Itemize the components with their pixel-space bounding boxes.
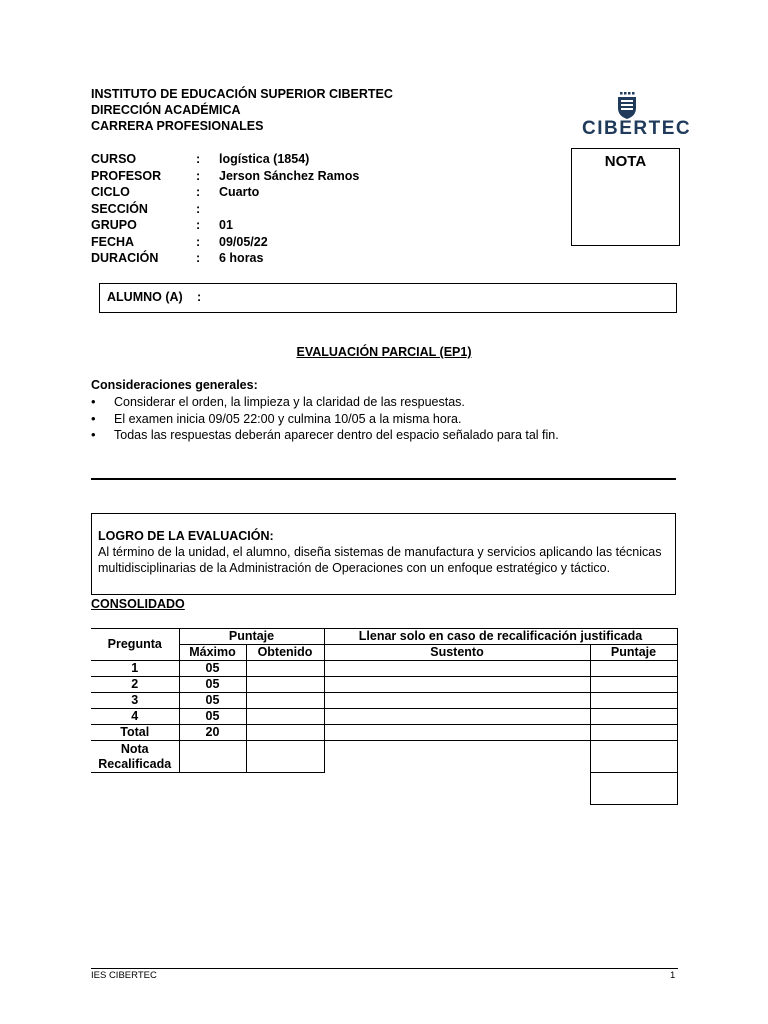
divider	[91, 478, 676, 480]
cell-maximo: 05	[179, 693, 246, 709]
list-item: • Considerar el orden, la limpieza y la claridad de las respuestas.	[91, 394, 691, 411]
cibertec-shield-icon	[610, 92, 644, 120]
cell-obtenido[interactable]	[246, 709, 324, 725]
cibertec-logo-text: CIBERTEC	[582, 118, 692, 139]
table-row	[91, 661, 677, 677]
cell-puntaje[interactable]	[590, 661, 677, 677]
career-name: CARRERA PROFESIONALES	[91, 119, 264, 133]
cell-maximo: 05	[179, 709, 246, 725]
header-recalificacion: Llenar solo en caso de recalificación justificada	[324, 629, 677, 645]
table-row	[91, 693, 677, 709]
cell-puntaje[interactable]	[590, 709, 677, 725]
exam-title: EVALUACIÓN PARCIAL (EP1)	[296, 345, 472, 359]
cell-pregunta: 2	[91, 677, 179, 693]
cell-sustento[interactable]	[324, 725, 590, 741]
academic-direction: DIRECCIÓN ACADÉMICA	[91, 103, 241, 117]
alumno-colon: :	[197, 290, 202, 304]
cell-obtenido[interactable]	[246, 693, 324, 709]
table-row	[91, 709, 677, 725]
cell-sustento[interactable]	[324, 661, 590, 677]
footer-page-number: 1	[670, 970, 676, 981]
footer-divider	[91, 968, 678, 969]
nota-box[interactable]	[571, 148, 680, 246]
header-puntaje: Puntaje	[179, 629, 324, 645]
cell-sustento[interactable]	[324, 693, 590, 709]
header-pregunta: Pregunta	[91, 629, 179, 661]
table-header-row	[91, 629, 677, 645]
cell-empty	[324, 741, 590, 773]
cell-nota-maximo[interactable]	[179, 741, 246, 773]
table-row-final	[91, 773, 677, 805]
cell-puntaje[interactable]	[590, 693, 677, 709]
list-item: • Todas las respuestas deberán aparecer dentro del espacio señalado para tal fin.	[91, 427, 691, 444]
cell-puntaje[interactable]	[590, 725, 677, 741]
cell-pregunta: 4	[91, 709, 179, 725]
cell-puntaje[interactable]	[590, 677, 677, 693]
consolidado-title: CONSOLIDADO	[91, 597, 185, 611]
cell-pregunta: 3	[91, 693, 179, 709]
logro-title: LOGRO DE LA EVALUACIÓN:	[98, 529, 274, 543]
consolidado-table	[91, 628, 678, 805]
table-row	[91, 677, 677, 693]
logro-text-2: multidisciplinarias de la Administración de Operaciones con un enfoque estratégico y táctico.	[98, 561, 611, 575]
table-row-nota-recalificada	[91, 741, 677, 773]
header-sustento: Sustento	[324, 645, 590, 661]
cell-obtenido[interactable]	[246, 661, 324, 677]
considerations-title: Consideraciones generales:	[91, 378, 258, 392]
alumno-label: ALUMNO (A)	[107, 290, 183, 304]
cell-obtenido[interactable]	[246, 725, 324, 741]
cell-maximo: 05	[179, 661, 246, 677]
considerations-list	[91, 394, 691, 444]
cell-sustento[interactable]	[324, 677, 590, 693]
table-row	[91, 725, 677, 741]
nota-recalificada-line1: Nota	[120, 741, 149, 756]
header-obtenido: Obtenido	[246, 645, 324, 661]
cell-sustento[interactable]	[324, 709, 590, 725]
cell-nota-puntaje[interactable]	[590, 741, 677, 773]
cell-final-puntaje[interactable]	[590, 773, 677, 805]
logro-box	[91, 513, 676, 595]
nota-label: NOTA	[604, 153, 647, 170]
footer-left: IES CIBERTEC	[91, 970, 157, 981]
cell-maximo: 20	[179, 725, 246, 741]
alumno-field[interactable]	[99, 283, 677, 313]
cell-pregunta: Total	[91, 725, 179, 741]
cell-obtenido[interactable]	[246, 677, 324, 693]
cell-pregunta: 1	[91, 661, 179, 677]
table-subheader-row	[91, 645, 677, 661]
header-maximo: Máximo	[179, 645, 246, 661]
cell-maximo: 05	[179, 677, 246, 693]
logro-text: Al término de la unidad, el alumno, diseña sistemas de manufactura y servicios aplicando las técnicas	[98, 545, 662, 559]
list-item: • El examen inicia 09/05 22:00 y culmina 10/05 a la misma hora.	[91, 411, 691, 428]
header-puntaje-recal: Puntaje	[590, 645, 677, 661]
cell-nota-recalificada	[91, 741, 179, 773]
institute-name: INSTITUTO DE EDUCACIÓN SUPERIOR CIBERTEC	[91, 87, 393, 101]
nota-recalificada-line2: Recalificada	[98, 756, 172, 771]
cell-nota-obtenido[interactable]	[246, 741, 324, 773]
